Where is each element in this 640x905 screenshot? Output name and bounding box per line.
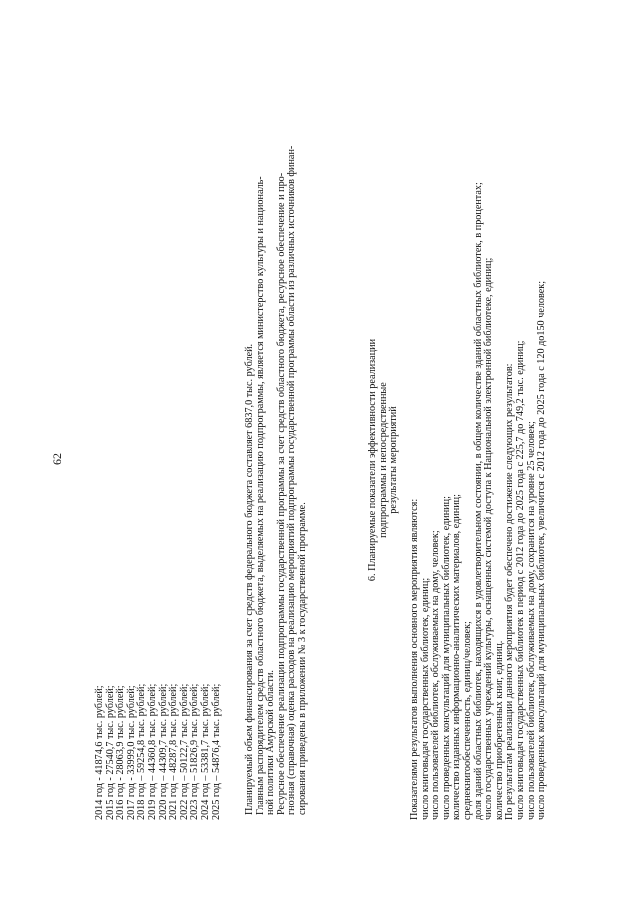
results-line: число проведенных консультаций для муниципальных библиотек, единиц; (440, 496, 452, 820)
year-line: 2018 год – 59254,8 тыс. рублей; (136, 683, 148, 820)
results-line: число книговыдач государственных библиотек, единиц; (419, 577, 431, 820)
results-line: доля зданий областных библиотек, находящихся в удовлетворительном состоянии, в общем количестве зданий областных библиотек, в процентах; (472, 182, 484, 820)
funding-by-year-list (95, 684, 222, 820)
results-line: количество изданных информационно-аналитических материалов, единиц; (451, 494, 463, 820)
results-line: число государственных учреждений культуры, оснащенных системой доступа к Национальной электронной библиотеке, единиц; (483, 257, 495, 820)
results-line: число пользователей библиотек, обслуживаемых на дому, сохранится на уровне 25 человек; (525, 421, 537, 820)
results-line: количество приобретенных книг, единиц. (493, 640, 505, 820)
year-line: 2016 год - 28063,9 тыс. рублей; (115, 685, 127, 820)
year-line: 2023 год – 51826,9 тыс. рублей; (189, 683, 201, 820)
year-line: 2019 год – 44360,8 тыс. рублей; (146, 683, 158, 820)
funding-paragraphs (245, 146, 309, 815)
heading-line: результаты мероприятий (388, 406, 400, 514)
results-line: По результатам реализации данного мероприятия будет обеспечено достижение следующих результатов: (504, 363, 516, 820)
results-line: среднекнигообеспеченность, единиц/человек; (461, 621, 473, 820)
heading-line: 6. Планируемые показатели эффективности реализации (367, 338, 378, 582)
results-line: Показателями результатов выполнения основного мероприятия являются: (409, 498, 420, 820)
heading-line: подпрограммы и непосредственные (377, 382, 389, 538)
year-line: 2021 год – 48287,8 тыс. рублей; (168, 683, 180, 820)
paragraph-line: Главным распорядителем средств областного бюджета, выделяемых на реализацию подпрограммы, является министерство культуры и националь- (254, 176, 266, 815)
year-line: 2024 год – 53381,7 тыс. рублей; (199, 683, 211, 820)
paragraph-line: ной политики Амурской области. (265, 670, 277, 815)
year-line: 2017 год - 33999,0 тыс. рублей; (125, 685, 137, 820)
year-line: 2025 год – 54876,4 тыс. рублей; (210, 683, 222, 820)
year-line: 2014 год - 41874,6 тыс. рублей; (94, 685, 105, 820)
page-number: 62 (50, 453, 64, 465)
section-heading (368, 280, 400, 640)
year-line: 2020 год – 44309,7 тыс. рублей; (157, 683, 169, 820)
paragraph-line: сирования приведены в приложении № 3 к государственной программе. (296, 502, 308, 815)
results-line: число пользователей библиотек, обслуживаемых на дому, человек; (430, 530, 442, 820)
results-line: число книговыдач государственных библиотек в период с 2012 года до 2025 года с 225,7 до 749,2 тыс. единиц; (514, 340, 526, 820)
results-indicators-list (410, 182, 548, 820)
paragraph-line: Планируемый объем финансирования за счет средств федерального бюджета составляет 6837,0 тыс. рублей. (244, 343, 255, 815)
paragraph-line: гнозная (справочная) оценка расходов на реализацию мероприятий подпрограммы государственной программы области из различных источников финан- (286, 145, 298, 815)
paragraph-line: Ресурсное обеспечение реализации подпрограммы государственной программы за счет средств областного бюджета, ресурсное обеспечение и про- (275, 172, 287, 815)
results-line: число проведенных консультаций для муниципальных библиотек, увеличится с 2012 года до 2025 года с 120 до150 человек; (536, 280, 548, 820)
year-line: 2015 год - 27540,7 тыс. рублей; (104, 685, 116, 820)
year-line: 2022 год – 50122,7 тыс. рублей; (178, 683, 190, 820)
